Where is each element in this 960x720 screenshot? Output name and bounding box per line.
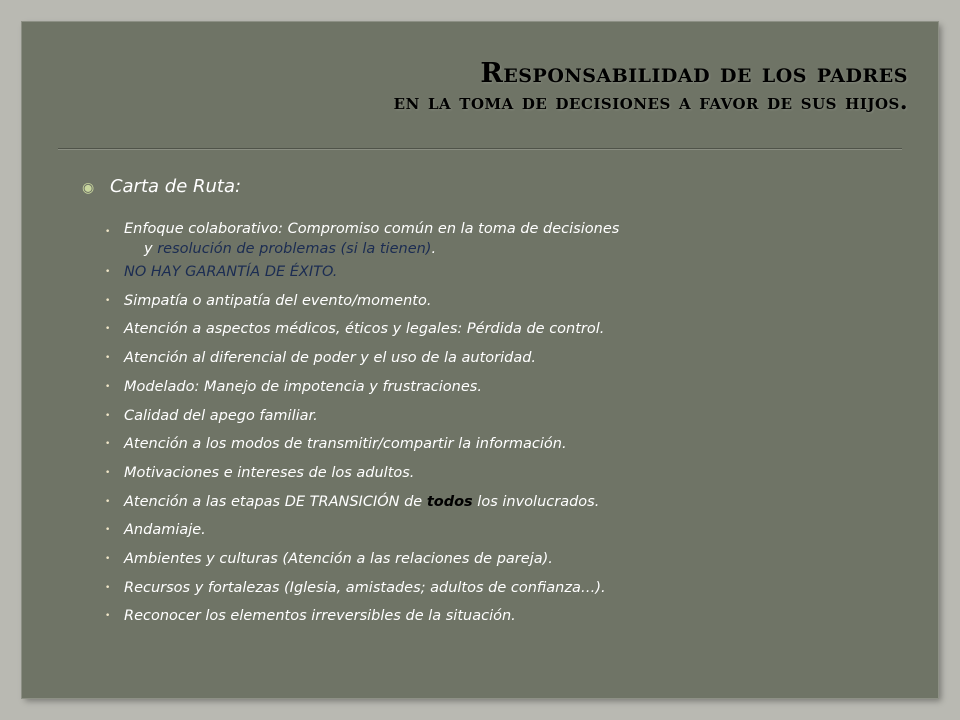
slide [22,22,938,698]
list-item-text: Atención al diferencial de poder y el uso de la autoridad. [124,350,537,367]
list-item-text: Modelado: Manejo de impotencia y frustraciones. [124,378,482,395]
list-item [102,516,882,545]
bullet-dot-icon: • [105,496,111,507]
list-item [102,218,882,258]
slide-title-line2: en la toma de decisiones a favor de sus hijos. [393,88,908,115]
list-item-text: Enfoque colaborativo: Compromiso común en la toma de decisiones [124,221,620,237]
list-item [102,488,882,517]
list-item-text: Ambientes y culturas (Atención a las relaciones de pareja). [124,551,553,568]
bullet-dot-icon: • [105,381,111,392]
list-item [102,574,882,603]
list-item-text: Atención a los modos de transmitir/compartir la información. [124,436,567,453]
list-item-text: Calidad del apego familiar. [124,407,318,424]
list-item [102,430,882,459]
list-item-continuation [124,240,882,258]
bullet-dot-icon: • [105,582,111,593]
list-item [102,459,882,488]
list-item [102,287,882,316]
bullet-dot-icon: • [105,611,111,622]
bullet-dot-icon: • [105,295,111,306]
bullet-dot-icon: • [105,410,111,421]
bullet-dot-icon: • [105,467,111,478]
list-item-prefix: y [144,241,158,257]
bullet-dot-icon: • [105,439,111,450]
bullet-dot-icon: • [105,554,111,565]
bullet-dot-icon: • [105,324,111,335]
list-item-suffix: . [431,241,437,257]
list-item-text: Motivaciones e intereses de los adultos. [124,464,415,481]
list-item-highlight: resolución de problemas (si la tienen) [157,241,432,257]
list-item-text: Atención a aspectos médicos, éticos y legales: Pérdida de control. [124,321,605,338]
main-bullet-label: Carta de Ruta: [109,176,242,197]
list-item [102,373,882,402]
list-item [102,315,882,344]
bullet-list [102,218,882,631]
circle-bullet-icon: ◉ [82,180,95,196]
list-item [102,602,882,631]
list-item-text: Andamiaje. [124,522,206,539]
list-item-text: Simpatía o antipatía del evento/momento. [124,292,432,309]
main-bullet [82,176,241,197]
list-item-text: Reconocer los elementos irreversibles de la situación. [124,608,516,625]
title-divider [58,148,902,150]
list-item [102,402,882,431]
list-item-emphasis: todos [426,493,473,510]
list-item-text: Atención a las etapas DE TRANSICIÓN de [124,493,427,510]
list-item-text-after: los involucrados. [472,493,600,510]
list-item [102,344,882,373]
bullet-dot-icon: • [105,267,111,277]
slide-title-line1: Responsabilidad de los padres [480,58,908,89]
list-item [102,258,882,287]
list-item-text: Recursos y fortalezas (Iglesia, amistades; adultos de confianza…). [124,579,606,596]
bullet-dot-icon: • [105,525,111,536]
bullet-dot-icon: • [105,227,111,237]
list-item [102,545,882,574]
list-item-text: NO HAY GARANTÍA DE ÉXITO. [124,264,338,280]
slide-title [62,58,908,116]
bullet-dot-icon: • [105,353,111,364]
